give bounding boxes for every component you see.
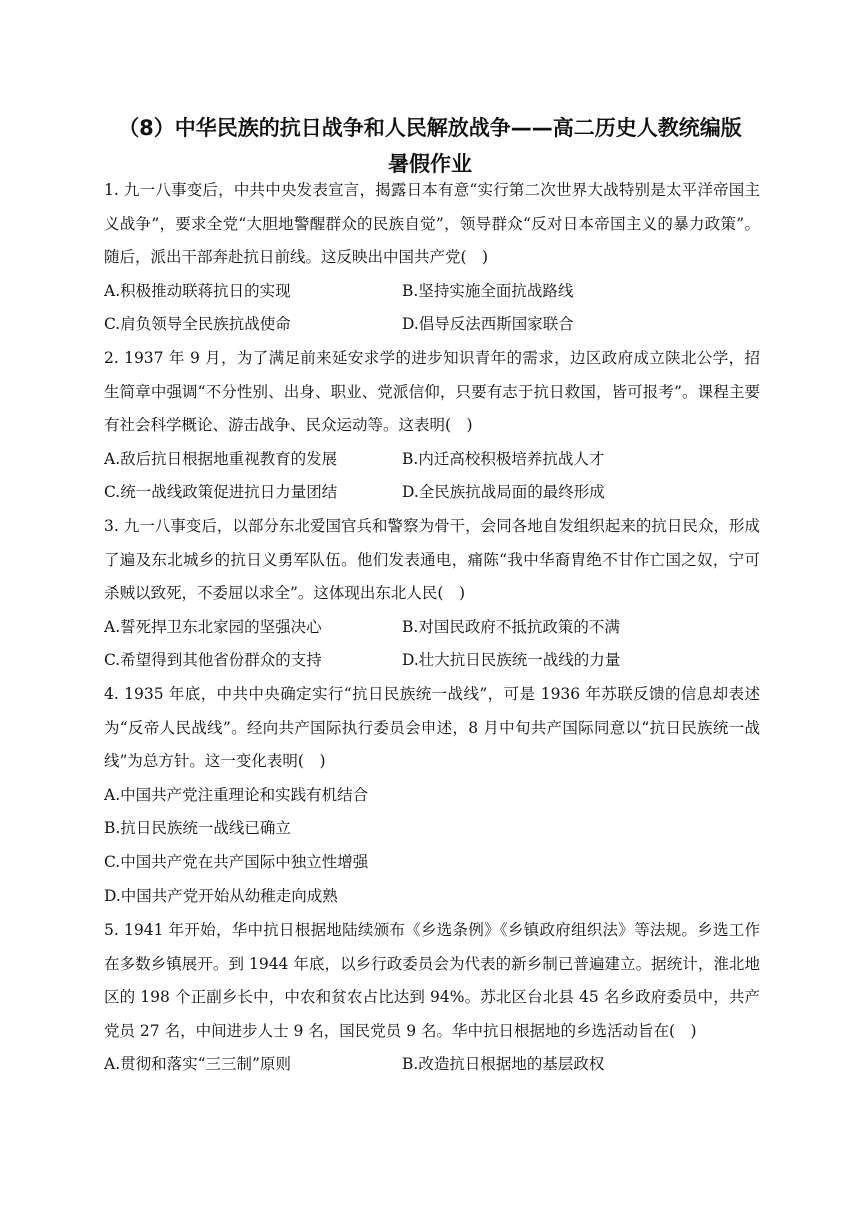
question-stem: 2. 1937 年 9 月，为了满足前来延安求学的进步知识青年的需求，边区政府成立陕北公学，招生简章中强调“不分性别、出身、职业、党派信仰，只要有志于抗日救国，皆可报考”。课程主要有社会科学概论、游击战争、民众运动等。这表明( ) xyxy=(104,349,760,435)
question-stem: 5. 1941 年开始，华中抗日根据地陆续颁布《乡选条例》《乡镇政府组织法》等法规。乡选工作在多数乡镇展开。到 1944 年底，以乡行政委员会为代表的新乡制已普遍建立。据统计，淮北地区的 198 个正副乡长中，中农和贫农占比达到 94%。苏北区台北县 45 名乡政府委员中，共产党员 27 名，中间进步人士 9 名，国民党员 9 名。华中抗日根据地的乡选活动旨在( ) xyxy=(104,921,760,1040)
options-grid xyxy=(104,611,760,678)
option-a[interactable]: A.贯彻和落实“三三制”原则 xyxy=(104,1055,291,1074)
option-d[interactable]: D.壮大抗日民族统一战线的力量 xyxy=(402,651,621,670)
option-a[interactable]: A.积极推动联蒋抗日的实现 xyxy=(104,281,291,300)
title-line-1: （8）中华民族的抗日战争和人民解放战争——高二历史人教统编版 xyxy=(118,116,742,140)
options-list xyxy=(104,779,760,913)
option-a[interactable]: A.敌后抗日根据地重视教育的发展 xyxy=(104,449,338,468)
option-b[interactable]: B.内迁高校积极培养抗战人才 xyxy=(402,449,605,468)
question-stem: 1. 九一八事变后，中共中央发表宣言，揭露日本有意“实行第二次世界大战特别是太平洋帝国主义战争”，要求全党“大胆地警醒群众的民族自觉”，领导群众“反对日本帝国主义的暴力政策”。随后，派出干部奔赴抗日前线。这反映出中国共产党( ) xyxy=(104,181,760,267)
question-stem: 3. 九一八事变后，以部分东北爱国官兵和警察为骨干，会同各地自发组织起来的抗日民众，形成了遍及东北城乡的抗日义勇军队伍。他们发表通电，痛陈“我中华裔胄绝不甘作亡国之奴，宁可杀贼以致死，不委屈以求全”。这体现出东北人民( ) xyxy=(104,517,760,603)
question-2 xyxy=(104,342,760,510)
option-c[interactable]: C.希望得到其他省份群众的支持 xyxy=(104,651,322,670)
options-grid xyxy=(104,1048,760,1082)
option-a[interactable]: A.中国共产党注重理论和实践有机结合 xyxy=(104,785,369,804)
option-c[interactable]: C.统一战线政策促进抗日力量团结 xyxy=(104,483,338,502)
option-d[interactable]: D.倡导反法西斯国家联合 xyxy=(402,315,574,334)
option-c[interactable]: C.中国共产党在共产国际中独立性增强 xyxy=(104,852,369,871)
question-1 xyxy=(104,174,760,342)
question-3 xyxy=(104,510,760,678)
option-a[interactable]: A.誓死捍卫东北家园的坚强决心 xyxy=(104,617,322,636)
question-4 xyxy=(104,678,760,913)
option-d[interactable]: D.中国共产党开始从幼稚走向成熟 xyxy=(104,886,338,905)
option-c[interactable]: C.肩负领导全民族抗战使命 xyxy=(104,315,291,334)
options-grid xyxy=(104,275,760,342)
option-d[interactable]: D.全民族抗战局面的最终形成 xyxy=(402,483,605,502)
option-b[interactable]: B.抗日民族统一战线已确立 xyxy=(104,819,291,838)
question-stem: 4. 1935 年底，中共中央确定实行“抗日民族统一战线”，可是 1936 年苏联反馈的信息却表述为“反帝人民战线”。经向共产国际执行委员会申述，8 月中旬共产国际同意以“抗日民族统一战线”为总方针。这一变化表明( ) xyxy=(104,685,760,771)
options-grid xyxy=(104,443,760,510)
option-b[interactable]: B.对国民政府不抵抗政策的不满 xyxy=(402,617,620,636)
title-line-2: 暑假作业 xyxy=(388,152,472,176)
option-b[interactable]: B.坚持实施全面抗战路线 xyxy=(402,281,574,300)
question-5 xyxy=(104,914,760,1082)
page-title xyxy=(80,110,780,182)
option-b[interactable]: B.改造抗日根据地的基层政权 xyxy=(402,1055,605,1074)
